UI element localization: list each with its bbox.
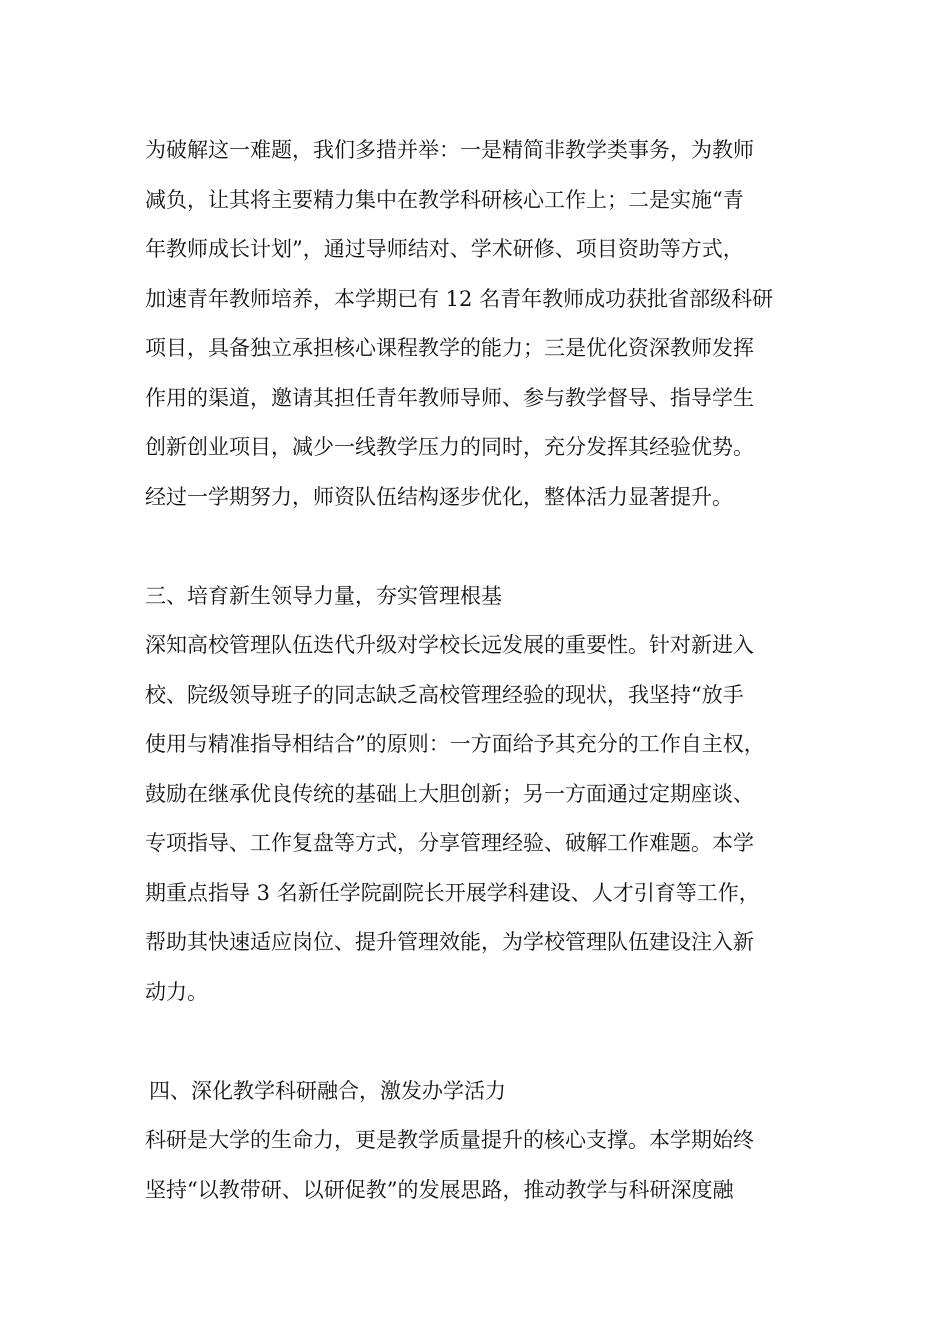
section-heading: 三、培育新生领导力量，夯实管理根基 (145, 583, 502, 608)
section-three (145, 572, 825, 1018)
paragraph-spacer (145, 522, 825, 572)
text-line: 坚持“以教带研、以研促教”的发展思路，推动教学与科研深度融 (145, 1177, 734, 1202)
text-line: 作用的渠道，邀请其担任青年教师导师、参与教学督导、指导学生 (145, 385, 754, 410)
section-heading: 四、深化教学科研融合，激发办学活力 (149, 1078, 506, 1103)
text-line: 经过一学期努力，师资队伍结构逐步优化，整体活力显著提升。 (145, 484, 733, 509)
paragraph-teacher-reform (145, 126, 825, 522)
text-line: 期重点指导 3 名新任学院副院长开展学科建设、人才引育等工作， (145, 880, 760, 905)
document-body (145, 126, 825, 1215)
text-line: 项目，具备独立承担核心课程教学的能力；三是优化资深教师发挥 (145, 336, 754, 360)
text-line: 年教师成长计划”，通过导师结对、学术研修、项目资助等方式， (145, 237, 744, 261)
text-line: 鼓励在继承优良传统的基础上大胆创新；另一方面通过定期座谈、 (145, 781, 754, 806)
text-line: 减负，让其将主要精力集中在教学科研核心工作上；二是实施“青 (145, 187, 744, 212)
text-line: 帮助其快速适应岗位、提升管理效能，为学校管理队伍建设注入新 (145, 930, 754, 954)
paragraph-spacer (145, 1017, 825, 1067)
text-line: 动力。 (145, 979, 208, 1004)
text-line: 深知高校管理队伍迭代升级对学校长远发展的重要性。针对新进入 (145, 633, 754, 657)
text-line: 创新创业项目，减少一线教学压力的同时，充分发挥其经验优势。 (145, 435, 754, 459)
text-line: 使用与精准指导相结合”的原则：一方面给予其充分的工作自主权， (145, 732, 765, 756)
text-line: 专项指导、工作复盘等方式，分享管理经验、破解工作难题。本学 (145, 831, 754, 855)
text-line: 校、院级领导班子的同志缺乏高校管理经验的现状，我坚持“放手 (145, 682, 744, 707)
text-line: 为破解这一难题，我们多措并举：一是精简非教学类事务，为教师 (145, 138, 754, 162)
text-line: 加速青年教师培养，本学期已有 12 名青年教师成功获批省部级科研 (145, 286, 774, 311)
section-four (145, 1067, 825, 1216)
text-line: 科研是大学的生命力，更是教学质量提升的核心支撑。本学期始终 (145, 1128, 754, 1152)
